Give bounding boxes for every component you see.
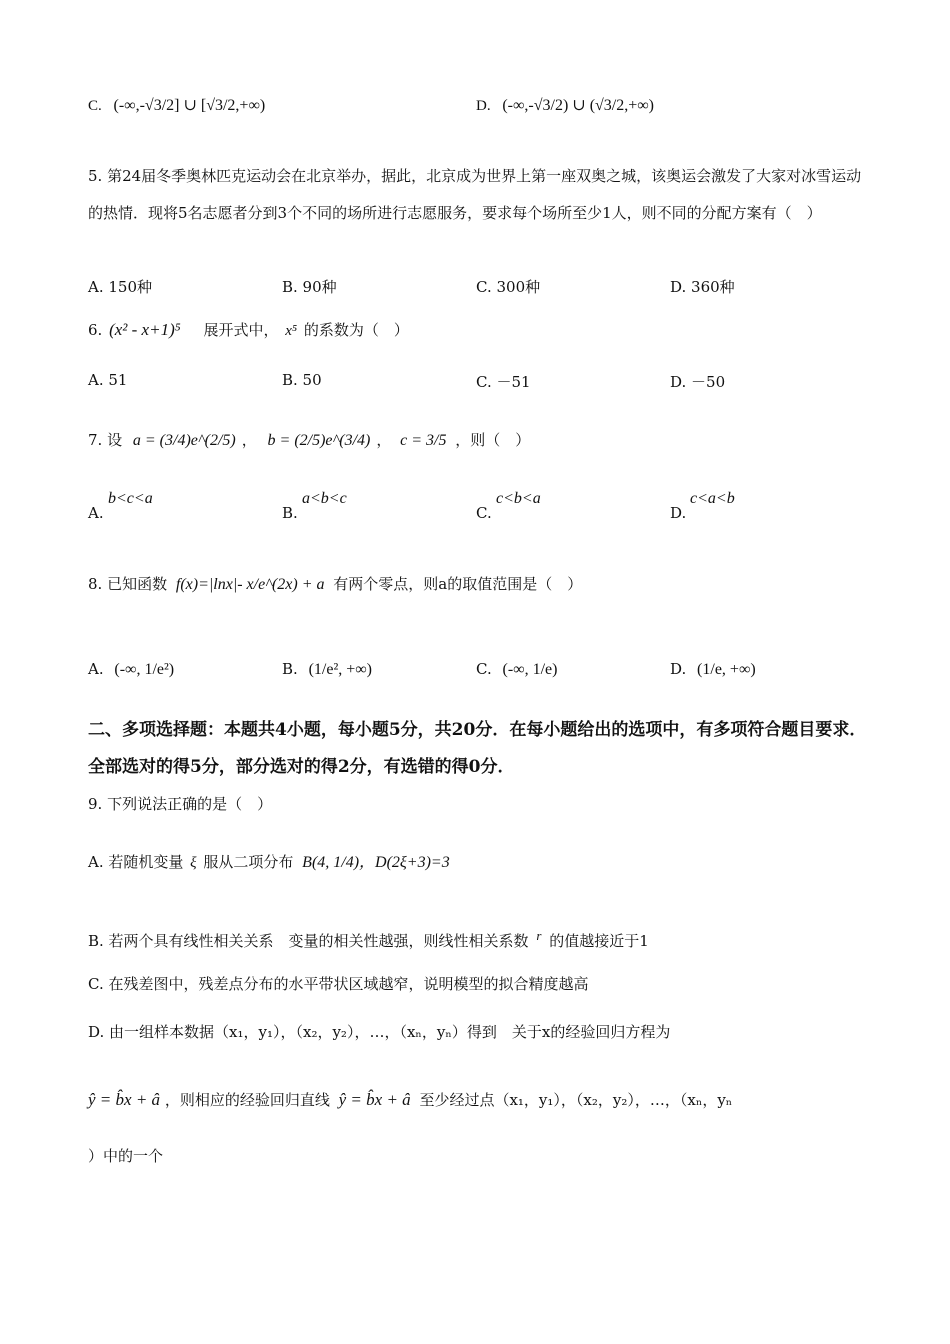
q7-option-a-math: b<c<a — [108, 490, 153, 507]
q9-a-mid: 服从二项分布 — [203, 853, 294, 871]
q9-option-d: D. 由一组样本数据（x₁，y₁），（x₂，y₂），…，（xₙ，yₙ）得到 关于x的经验回归方程为 — [88, 1023, 671, 1041]
q8-option-a — [88, 660, 174, 679]
q8-option-d-label: D. — [670, 660, 687, 678]
q9-a-math: B(4, 1/4)，D(2ξ+3)=3 — [302, 854, 450, 871]
q7-option-d-label: D. — [670, 504, 687, 522]
q8-option-b — [282, 660, 372, 679]
q5-option-d: D. 360种 — [670, 278, 735, 296]
q6-option-d: D. －50 — [670, 373, 726, 391]
q9-stem: 9. 下列说法正确的是（ ） — [88, 795, 273, 813]
q9-b-r: r — [536, 928, 542, 943]
q8-option-c-math: (-∞, 1/e) — [502, 661, 558, 678]
q9-option-d-line3: ）中的一个 — [88, 1147, 164, 1165]
q6-stem — [88, 320, 409, 341]
q8-option-c-label: C. — [476, 660, 492, 678]
q9-option-c: C. 在残差图中，残差点分布的水平带状区域越窄，说明模型的拟合精度越高 — [88, 975, 589, 993]
q9-d-text-d: 至少经过点（x₁，y₁），（x₂，y₂），…，（xₙ，yₙ — [419, 1091, 733, 1109]
q9-d-regression-1: ŷ = b̂x + â — [88, 1090, 161, 1109]
q7-b: b = (2/5)e^(3/4) — [267, 432, 371, 449]
q6-option-c: C. －51 — [476, 373, 531, 391]
q8-stem — [88, 574, 582, 595]
q4-option-c-math: (-∞,-√3/2] ∪ [√3/2,+∞) — [113, 97, 266, 114]
q5-option-b: B. 90种 — [282, 278, 337, 296]
q4-option-d — [476, 96, 654, 116]
q7-stem: 7. 设 a = (3/4)e^(2/5) ， b = (2/5)e^(3/4) ， c = 3/5 ，则（ ） — [88, 431, 531, 449]
q6-suffix: 展开式中， — [203, 321, 279, 339]
q6-option-b: B. 50 — [282, 371, 322, 389]
q8-option-a-math: (-∞, 1/e²) — [114, 661, 175, 678]
q7-option-b-math: a<b<c — [302, 490, 347, 507]
q9-d-text-b: ，则相应的经验回归直线 — [164, 1091, 330, 1109]
q7-end: ，则（ ） — [455, 431, 531, 449]
q7-c: c = 3/5 — [400, 432, 447, 449]
q8-option-b-math: (1/e², +∞) — [308, 661, 373, 678]
q7-option-b-label: B. — [282, 504, 298, 522]
q9-b-end: 的值越接近于1 — [549, 932, 649, 950]
q9-a-text: A. 若随机变量 — [88, 853, 184, 871]
q8-option-a-label: A. — [88, 660, 104, 678]
q8-option-d-math: (1/e, +∞) — [697, 661, 756, 678]
q9-option-d-line2 — [88, 1090, 732, 1110]
q6-prefix: 6. — [88, 321, 103, 339]
q9-option-a — [88, 852, 450, 873]
q5-stem: 5. 第24届冬季奥林匹克运动会在北京举办，据此，北京成为世界上第一座双奥之城，该奥运会激发了大家对冰雪运动的热情．现将5名志愿者分到3个不同的场所进行志愿服务，要求每个场所至少1人，则不同的分配方案有（ ） — [88, 167, 862, 222]
q6-term: x⁵ — [285, 323, 298, 339]
q6-end: 的系数为（ ） — [303, 321, 409, 339]
q8-end: 有两个零点，则a的取值范围是（ ） — [333, 575, 583, 593]
q7-a: a = (3/4)e^(2/5) — [132, 432, 236, 449]
q6-option-a: A. 51 — [88, 371, 128, 389]
q5-option-c: C. 300种 — [476, 278, 541, 296]
section2-heading: 二、多项选择题：本题共4小题，每小题5分，共20分．在每小题给出的选项中，有多项符合题目要求．全部选对的得5分，部分选对的得2分，有选错的得0分． — [88, 720, 867, 777]
q8-func: f(x)=|lnx|- x/e^(2x) + a — [175, 576, 325, 593]
q7-prefix: 7. 设 — [88, 431, 123, 449]
q7-option-d-math: c<a<b — [690, 490, 735, 507]
q7-option-c-math: c<b<a — [496, 490, 541, 507]
q7-option-c-label: C. — [476, 504, 492, 522]
q8-prefix: 8. 已知函数 — [88, 575, 168, 593]
q8-option-c — [476, 660, 557, 679]
q4-option-c — [88, 96, 265, 116]
q5-option-a: A. 150种 — [88, 278, 152, 296]
q6-expr: (x² - x+1)⁵ — [109, 320, 181, 339]
q4-option-c-label: C. — [88, 98, 102, 114]
q7-option-a-label: A. — [88, 504, 104, 522]
q8-option-b-label: B. — [282, 660, 298, 678]
q9-d-regression-2: ŷ = b̂x + â — [338, 1090, 411, 1109]
q4-option-d-math: (-∞,-√3/2) ∪ (√3/2,+∞) — [502, 97, 655, 114]
q8-option-d — [670, 660, 756, 679]
q9-option-b — [88, 926, 649, 951]
q9-a-xi: ξ — [190, 855, 197, 871]
q4-option-d-label: D. — [476, 98, 491, 114]
q9-b-text: B. 若两个具有线性相关关系 变量的相关性越强，则线性相关系数 — [88, 932, 529, 950]
